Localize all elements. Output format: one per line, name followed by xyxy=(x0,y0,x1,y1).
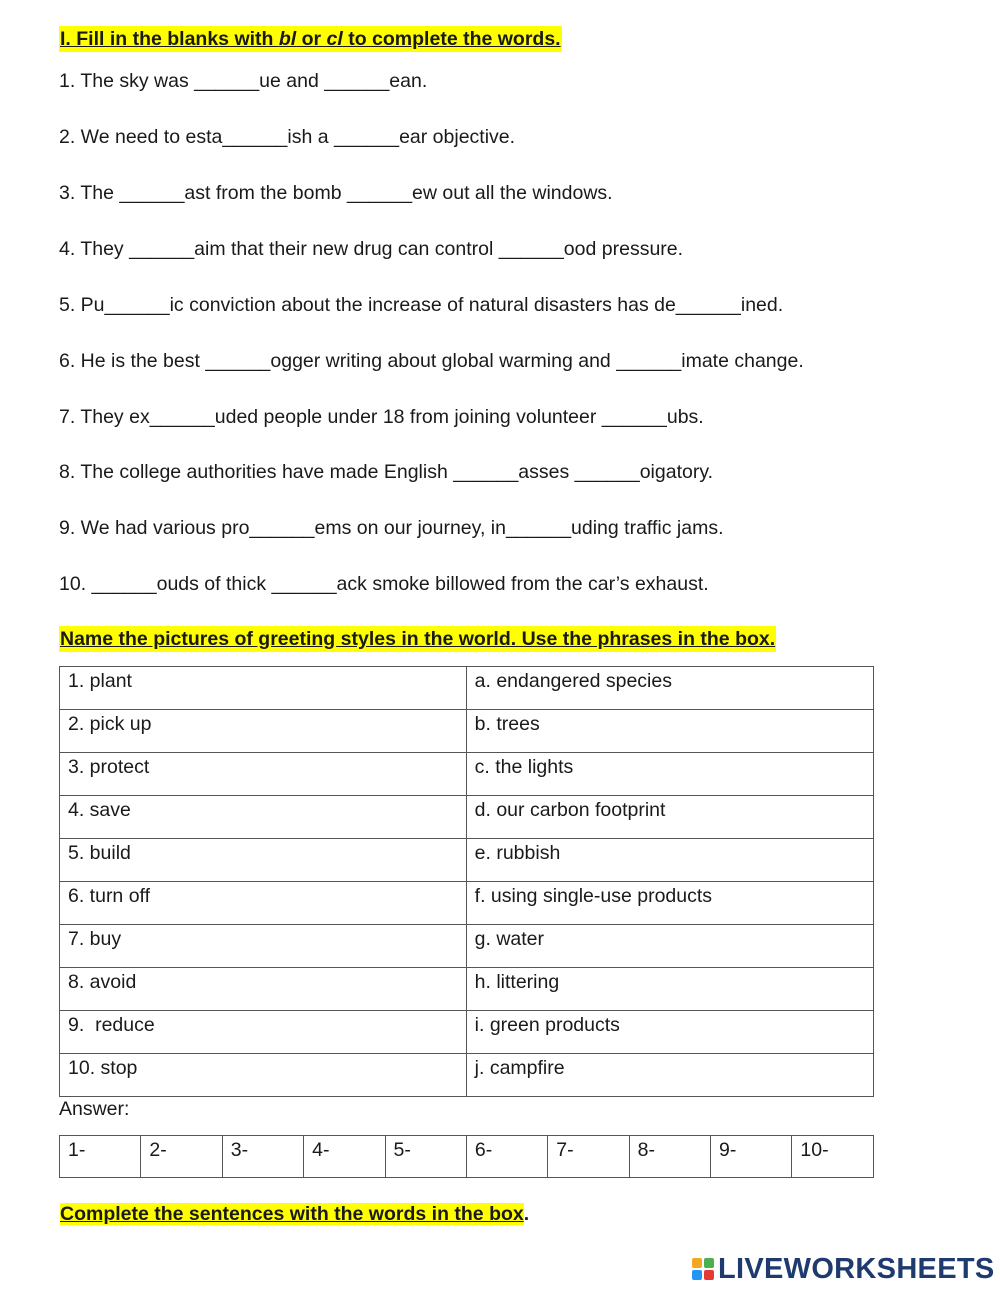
verb-cell: 3. protect xyxy=(60,753,467,796)
exercise-item-10: 10. ______ouds of thick ______ack smoke billowed from the car’s exhaust. xyxy=(59,573,709,595)
exercise-item-3: 3. The ______ast from the bomb ______ew out all the windows. xyxy=(59,182,613,204)
exercise-item-8: 8. The college authorities have made English ______asses ______oigatory. xyxy=(59,461,714,483)
exercise-item-7: 7. They ex______uded people under 18 from joining volunteer ______ubs. xyxy=(59,406,704,428)
verb-cell: 7. buy xyxy=(60,925,467,968)
exercise-item-5: 5. Pu______ic conviction about the increase of natural disasters has de______ined. xyxy=(59,294,784,316)
table-row xyxy=(60,1136,874,1178)
answer-cell[interactable]: 7- xyxy=(548,1136,629,1178)
logo-square-icon xyxy=(704,1258,714,1268)
phrase-cell: g. water xyxy=(466,925,873,968)
exercise-item-4: 4. They ______aim that their new drug can control ______ood pressure. xyxy=(59,238,684,260)
logo-grid-icon xyxy=(692,1258,714,1280)
logo-square-icon xyxy=(692,1258,702,1268)
answer-cell[interactable]: 1- xyxy=(60,1136,141,1178)
verb-cell: 5. build xyxy=(60,839,467,882)
logo-text: LIVEWORKSHEETS xyxy=(718,1252,995,1285)
table-row xyxy=(60,710,874,753)
heading-bl: bl xyxy=(278,28,297,50)
table-row xyxy=(60,796,874,839)
verb-cell: 9. reduce xyxy=(60,1011,467,1054)
heading-part: or xyxy=(296,28,327,50)
phrase-cell: b. trees xyxy=(466,710,873,753)
table-row xyxy=(60,839,874,882)
verb-cell: 2. pick up xyxy=(60,710,467,753)
matching-table xyxy=(59,666,874,1097)
verb-cell: 4. save xyxy=(60,796,467,839)
phrase-cell: j. campfire xyxy=(466,1054,873,1097)
phrase-cell: h. littering xyxy=(466,968,873,1011)
answer-cell[interactable]: 6- xyxy=(466,1136,547,1178)
section3-heading-period: . xyxy=(523,1203,530,1225)
table-row xyxy=(60,882,874,925)
section1-heading xyxy=(59,26,562,52)
answer-cell[interactable]: 3- xyxy=(222,1136,303,1178)
phrase-cell: e. rubbish xyxy=(466,839,873,882)
exercise-item-9: 9. We had various pro______ems on our journey, in______uding traffic jams. xyxy=(59,517,724,539)
table-row xyxy=(60,1011,874,1054)
table-row xyxy=(60,968,874,1011)
phrase-cell: i. green products xyxy=(466,1011,873,1054)
exercise-item-2: 2. We need to esta______ish a ______ear objective. xyxy=(59,126,516,148)
answer-cell[interactable]: 10- xyxy=(792,1136,874,1178)
verb-cell: 10. stop xyxy=(60,1054,467,1097)
answer-cell[interactable]: 9- xyxy=(711,1136,792,1178)
table-row xyxy=(60,925,874,968)
heading-part: I. Fill in the blanks with xyxy=(60,28,279,50)
answer-cell[interactable]: 5- xyxy=(385,1136,466,1178)
heading-part: to complete the words. xyxy=(342,28,561,50)
answer-label: Answer: xyxy=(59,1098,130,1120)
section3-heading-text: Complete the sentences with the words in the box xyxy=(60,1203,524,1225)
liveworksheets-logo xyxy=(692,1254,995,1284)
answer-cell[interactable]: 2- xyxy=(141,1136,222,1178)
table-row xyxy=(60,667,874,710)
section2-heading: Name the pictures of greeting styles in the world. Use the phrases in the box. xyxy=(60,628,776,650)
answer-table xyxy=(59,1135,874,1178)
section3-heading xyxy=(59,1201,530,1227)
exercise-item-6: 6. He is the best ______ogger writing about global warming and ______imate change. xyxy=(59,350,804,372)
table-row xyxy=(60,1054,874,1097)
phrase-cell: c. the lights xyxy=(466,753,873,796)
answer-cell[interactable]: 4- xyxy=(304,1136,385,1178)
logo-square-icon xyxy=(692,1270,702,1280)
heading-cl: cl xyxy=(326,28,343,50)
verb-cell: 8. avoid xyxy=(60,968,467,1011)
table-row xyxy=(60,753,874,796)
verb-cell: 1. plant xyxy=(60,667,467,710)
phrase-cell: d. our carbon footprint xyxy=(466,796,873,839)
phrase-cell: f. using single-use products xyxy=(466,882,873,925)
logo-square-icon xyxy=(704,1270,714,1280)
answer-cell[interactable]: 8- xyxy=(629,1136,710,1178)
phrase-cell: a. endangered species xyxy=(466,667,873,710)
exercise-item-1: 1. The sky was ______ue and ______ean. xyxy=(59,70,428,92)
verb-cell: 6. turn off xyxy=(60,882,467,925)
